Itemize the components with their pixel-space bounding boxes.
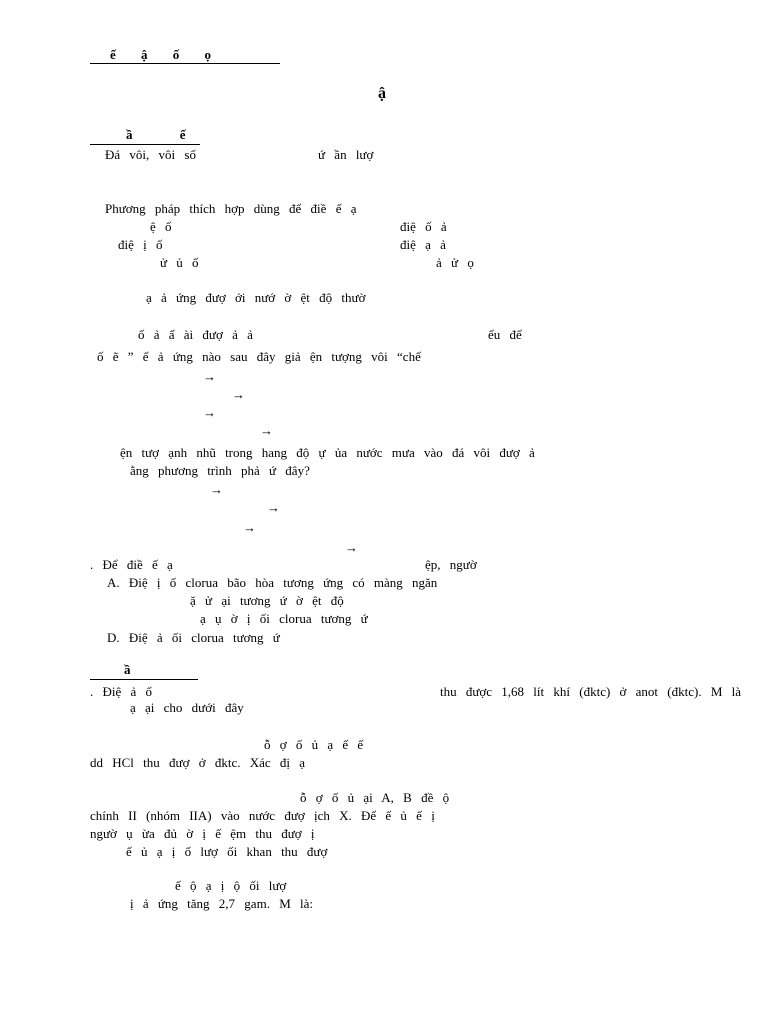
section1-line: ệp, ngườ [425, 557, 477, 572]
section1-line: ặ ử ại tương ứ ờ ệt độ [190, 593, 344, 608]
section1-line: ệ ố [150, 219, 172, 234]
section1-line: điệ ố ả [400, 219, 447, 234]
section2-line: ỗ ợ ố ủ ạ ế ế [264, 737, 364, 752]
section2-underline [90, 679, 198, 680]
section1-line: → [267, 500, 280, 515]
section2-line: chính II (nhóm IIA) vào nước đượ ịch X. Để ế ủ ế ị [90, 808, 435, 823]
section1-line: điệ ạ ả [400, 237, 446, 252]
section1-heading: ầ ế [126, 127, 186, 142]
section2-heading: ầ [124, 662, 131, 677]
section2-line: ế ủ ạ ị ố lượ ối khan thu đượ [126, 844, 328, 859]
section1-line: ử ủ ố [160, 255, 199, 270]
section1-line: → [232, 387, 245, 402]
section1-line: . Để điề ế ạ [90, 557, 173, 572]
section1-line: ố ẽ ” ế ả ứng nào sau đây giả ện tượng vôi “chế [97, 349, 421, 364]
title-underline [90, 63, 280, 64]
document-title: ế ậ ố ọ [110, 47, 212, 62]
section1-line: Đá vôi, vôi số [105, 147, 196, 162]
section1-line: ạ ụ ờ ị ối clorua tương ứ [200, 611, 368, 626]
section1-line: → [210, 482, 223, 497]
section1-line: → [203, 405, 216, 420]
section1-line: ếu để [488, 327, 522, 342]
section1-line: → [345, 540, 358, 555]
section1-line: → [243, 520, 256, 535]
section2-line: dd HCl thu đượ ở đktc. Xác đị ạ [90, 755, 306, 770]
section2-line: . Điệ ả ố [90, 684, 153, 699]
section2-line: ị ả ứng tăng 2,7 gam. M là: [130, 896, 313, 911]
section1-line: ố ả ấ ài đượ ả ả [138, 327, 253, 342]
section2-line: ngườ ụ ừa đủ ờ ị ế ệm thu đượ ị [90, 826, 315, 841]
section1-line: Phương pháp thích hợp dùng để điề ế ạ [105, 201, 357, 216]
section2-line: ạ ại cho dưới đây [130, 700, 244, 715]
section1-line: ứ ần lượ [318, 147, 374, 162]
section1-line: ả ử ọ [436, 255, 474, 270]
section2-line: ỗ ợ ố ủ ại A, B đề ộ [300, 790, 450, 805]
section1-line: ạ ả ứng đượ ới nướ ờ ệt độ thườ [146, 290, 366, 305]
section1-line: điệ ị ố [118, 237, 163, 252]
section1-line: ện tượ ạnh nhũ trong hang độ ự ủa nước mưa vào đá vôi đượ ả [120, 445, 535, 460]
section1-line: → [260, 423, 273, 438]
section2-line: ế ộ ạ ị ộ ối lượ [175, 878, 287, 893]
section1-line: A. Điệ ị ố clorua bão hòa tương ứng có màng ngăn [107, 575, 438, 590]
section1-underline [90, 144, 200, 145]
section1-line: → [203, 369, 216, 384]
section2-line: thu được 1,68 lít khí (đktc) ở anot (đktc). M là [440, 684, 742, 699]
section1-line: ằng phương trình phả ứ đây? [130, 463, 310, 478]
section1-line: D. Điệ ả ối clorua tương ứ [107, 630, 280, 645]
page-heading: ậ [378, 85, 386, 102]
